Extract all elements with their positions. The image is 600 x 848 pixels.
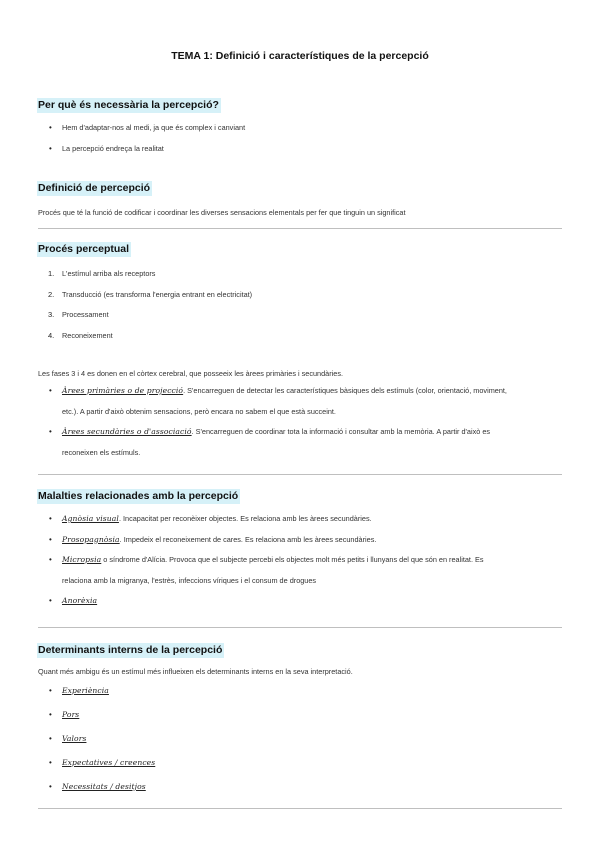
section-divider (38, 228, 562, 229)
list-item (38, 775, 562, 799)
handwritten-term: Expectatives / creences (62, 758, 156, 767)
section-divider (38, 474, 562, 475)
handwritten-term: Pors (62, 710, 80, 719)
handwritten-term: Àrees secundàries o d'associació (62, 427, 192, 436)
bullet-icon: • (49, 514, 52, 523)
bullet-icon: • (49, 596, 52, 605)
list-item: • Agnòsia visual. Incapacitat per reconèixer objectes. Es relaciona amb les àrees secundàries. (38, 509, 562, 530)
section-disorders (38, 486, 562, 612)
definition-text: Procés que té la funció de codificar i coordinar les diverses sensacions elementals per fer que tinguin un significat (38, 208, 406, 217)
list-item: • La percepció endreça la realitat (38, 139, 562, 160)
bullet-icon: • (49, 782, 52, 791)
bullet-icon: • (49, 710, 52, 719)
bullet-icon: • (49, 758, 52, 767)
list-item: 4. Reconeixement (48, 330, 113, 340)
section-divider (38, 808, 562, 809)
section-internal-determinants (38, 640, 562, 799)
bullet-icon: • (49, 386, 52, 395)
handwritten-term: Agnòsia visual (62, 514, 119, 523)
bullet-icon: • (49, 123, 52, 132)
numbered-list (38, 264, 562, 346)
section-heading: Malalties relacionades amb la percepció (38, 490, 239, 502)
list-item (38, 703, 562, 727)
bullet-icon: • (49, 534, 52, 544)
list-item (38, 751, 562, 775)
handwritten-term: Anorèxia (62, 596, 98, 605)
bullet-list (38, 118, 562, 159)
determinants-text: Quant més ambigu és un estímul més influeixen els determinants interns en la seva interpretació. (38, 667, 353, 676)
section-heading: Per què és necessària la percepció? (38, 99, 219, 111)
handwritten-term: Experiència (62, 686, 109, 695)
handwritten-term: Prosopagnòsia (62, 534, 120, 544)
list-item (38, 591, 562, 612)
list-item: 2. Transducció (es transforma l'energia entrant en electricitat) (48, 289, 253, 299)
handwritten-term: Necessitats / desitjos (62, 782, 146, 791)
list-item: • Prosopagnòsia. Impedeix el reconeixement de cares. Es relaciona amb les àrees secundàries. (38, 530, 562, 551)
list-item: • Micropsia o síndrome d'Alícia. Provoca que el subjecte percebi els objectes molt més petits i llunyans del que són en realitat. Es relaciona amb la migranya, l'estrès, infeccions víriques i el consum de drogues (38, 550, 562, 591)
bullet-icon: • (49, 686, 52, 695)
phases-text: Les fases 3 i 4 es donen en el còrtex cerebral, que posseeix les àrees primàries i secundàries. (38, 369, 344, 378)
list-item (38, 679, 562, 703)
list-item (38, 727, 562, 751)
section-heading: Procés perceptual (38, 243, 130, 255)
bullet-icon: • (49, 555, 52, 564)
section-definition (38, 178, 562, 217)
section-why-perception (38, 95, 562, 159)
bullet-list (38, 509, 562, 612)
bullet-icon: • (49, 427, 52, 436)
section-heading: Definició de percepció (38, 182, 151, 194)
bullet-icon: • (49, 143, 52, 153)
bullet-list (38, 381, 562, 463)
list-item: • Àrees secundàries o d'associació. S'encarreguen de coordinar tota la informació i consultar amb la memòria. A partir d'això es reconeixen els estímuls. (38, 422, 562, 463)
list-item: 3. Processament (48, 310, 109, 319)
list-item: • Àrees primàries o de projecció. S'encarreguen de detectar les característiques bàsiques dels estímuls (color, orientació, moviment, etc.). A partir d'això obtenim sensacions, però encara no sabem el que està succeint. (38, 381, 562, 422)
list-item: 1. L'estímul arriba als receptors (48, 269, 156, 278)
section-heading: Determinants interns de la percepció (38, 644, 223, 656)
bullet-list (38, 679, 562, 799)
handwritten-term: Micropsia (62, 555, 102, 564)
handwritten-term: Àrees primàries o de projecció (62, 386, 184, 395)
list-item: • Hem d'adaptar-nos al medi, ja que és complex i canviant (38, 118, 562, 139)
section-divider (38, 627, 562, 628)
handwritten-term: Valors (62, 734, 87, 743)
section-perceptual-process (38, 239, 562, 463)
bullet-icon: • (49, 734, 52, 743)
page-title: TEMA 1: Definició i característiques de la percepció (171, 50, 429, 62)
